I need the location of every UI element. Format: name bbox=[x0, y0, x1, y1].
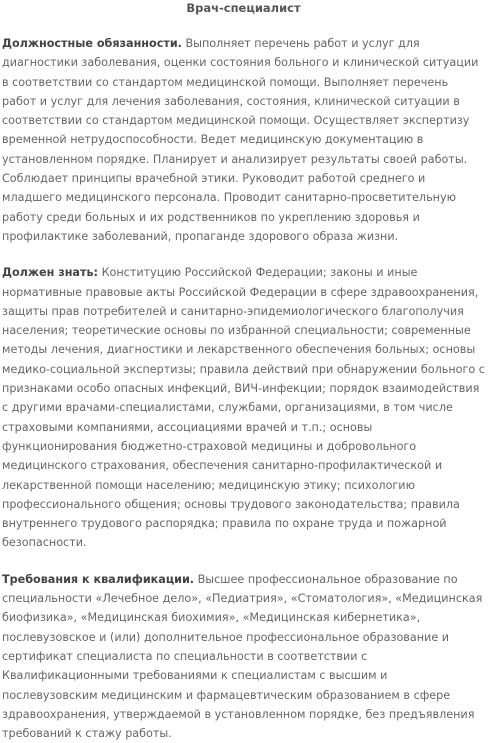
section-label: Должностные обязанности. bbox=[2, 37, 182, 50]
section-must-know bbox=[2, 263, 485, 552]
section-text: Конституцию Российской Федерации; законы и иные нормативные правовые акты Российской Федерации в сфере здравоохранения, защиты прав потребителей и санитарно-эпидемиологического благополучия населения; теоретические основы по избранной специальности; современные методы лечения, диагностики и лекарственного обеспечения больных; основы медико-социальной экспертизы; правила действий при обнаружении больного с признаками особо опасных инфекций, ВИЧ-инфекции; порядок взаимодействия с другими врачами-специалистами, службами, организациями, в том числе страховыми компаниями, ассоциациями врачей и т.п.; основы функционирования бюджетно-страховой медицины и добровольного медицинского страхования, обеспечения санитарно-профилактической и лекарственной помощи населению; медицинскую этику; психологию профессионального общения; основы трудового законодательства; правила внутреннего трудового распорядка; правила по охране труда и пожарной безопасности. bbox=[2, 266, 485, 550]
section-qualification-requirements bbox=[2, 570, 485, 743]
section-text: Выполняет перечень работ и услуг для диагностики заболевания, оценки состояния больного и клинической ситуации в соответствии со стандартом медицинской помощи. Выполняет перечень работ и услуг для лечения заболевания, состояния, клинической ситуации в соответствии со стандартом медицинской помощи. Осуществляет экспертизу временной нетрудоспособности. Ведет медицинскую документацию в установленном порядке. Планирует и анализирует результаты своей работы. Соблюдает принципы врачебной этики. Руководит работой среднего и младшего медицинского персонала. Проводит санитарно-просветительную работу среди больных и их родственников по укреплению здоровья и профилактике заболеваний, пропаганде здорового образа жизни. bbox=[2, 37, 479, 243]
section-label: Требования к квалификации. bbox=[2, 572, 195, 586]
section-text: Высшее профессиональное образование по специальности «Лечебное дело», «Педиатрия», «Стоматология», «Медицинская биофизика», «Медицинская биохимия», «Медицинская кибернетика», послевузовское и (или) дополнительное профессиональное образование и сертификат специалиста по специальности в соответствии с Квалификационными требованиями к специалистам с высшим и послевузовским медицинским и фармацевтическим образованием в сфере здравоохранения, утверждаемой в установленном порядке, без предъявления требований к стажу работы. bbox=[2, 572, 483, 741]
section-label: Должен знать: bbox=[2, 266, 99, 280]
document-title: Врач-специалист bbox=[186, 1, 301, 15]
section-job-duties bbox=[2, 34, 485, 246]
